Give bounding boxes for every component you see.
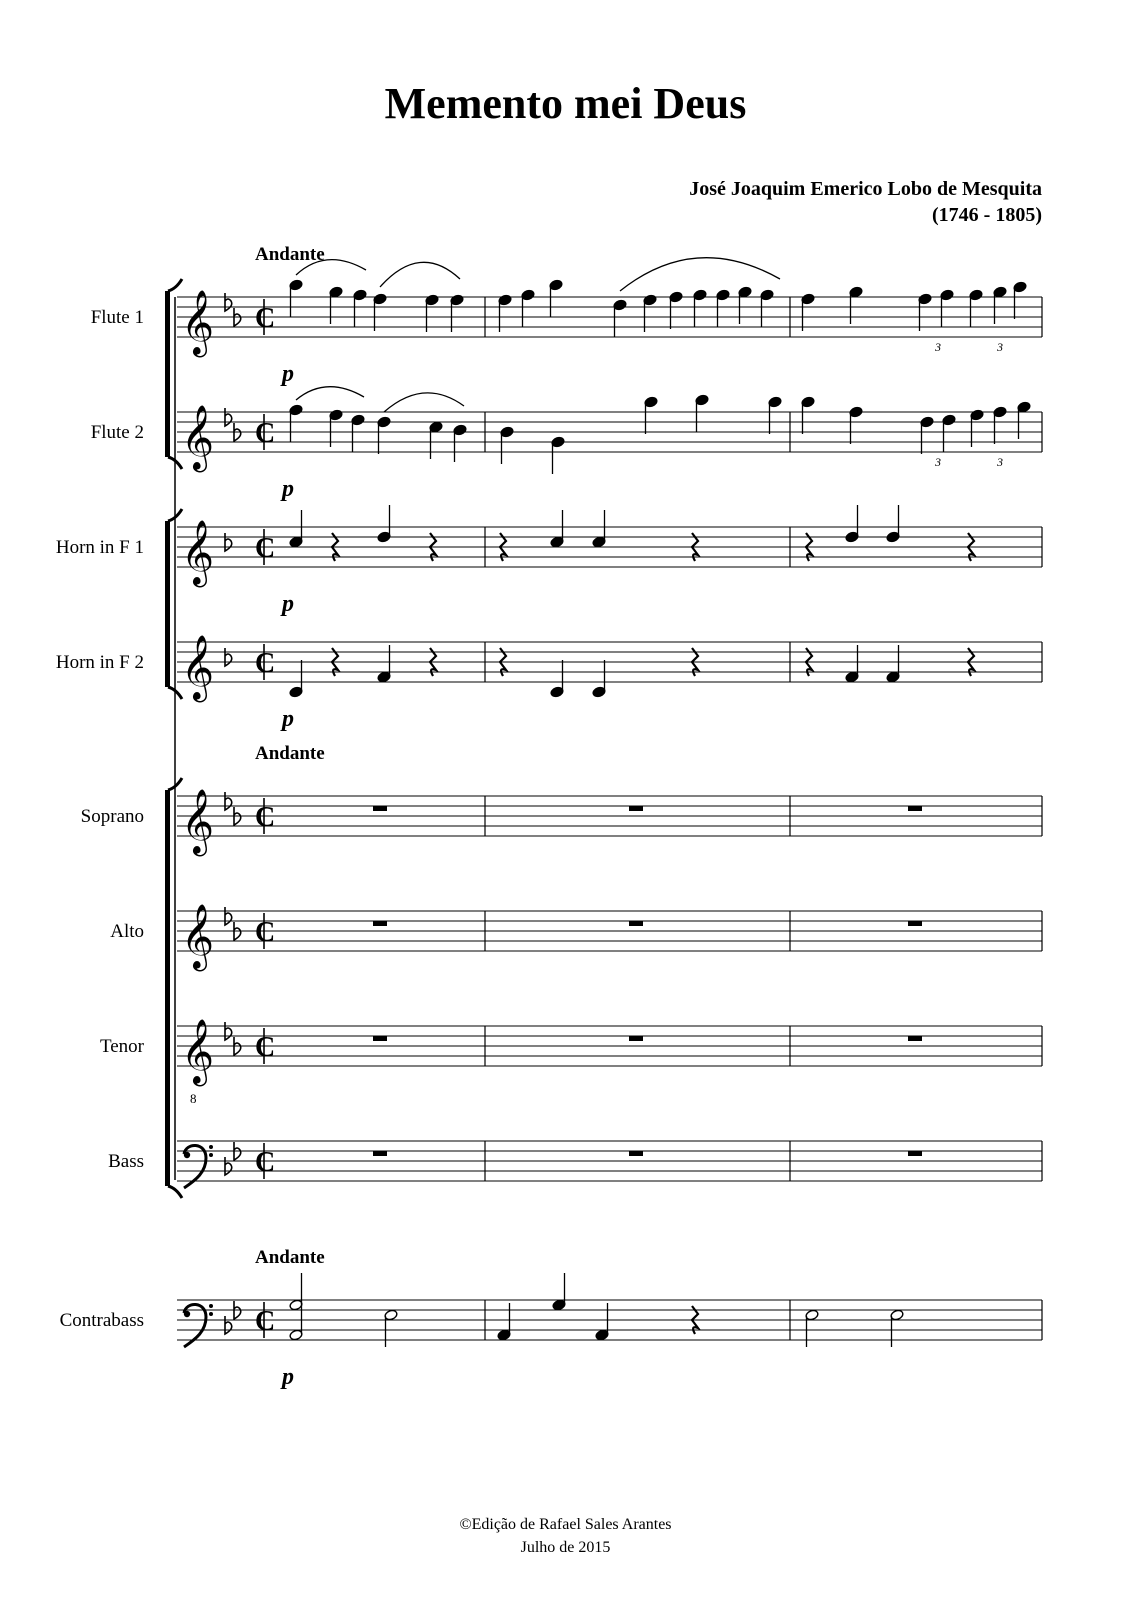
flat-icon bbox=[225, 408, 232, 426]
tempo-marking: Andante bbox=[255, 743, 325, 764]
whole-rest-icon bbox=[908, 921, 922, 926]
score-title: Memento mei Deus bbox=[384, 79, 747, 128]
whole-rest-icon bbox=[629, 1036, 643, 1041]
bracket-choir bbox=[165, 778, 182, 1198]
composer-dates: (1746 - 1805) bbox=[932, 204, 1042, 226]
staff-flute-2 bbox=[91, 387, 1042, 502]
cut-time-icon: C bbox=[255, 418, 276, 449]
footer-date: Julho de 2015 bbox=[520, 1539, 611, 1556]
flat-icon bbox=[225, 792, 232, 810]
cut-time-icon: C bbox=[255, 303, 276, 334]
whole-rest-icon bbox=[629, 1151, 643, 1156]
treble-clef-icon: 𝄞 bbox=[181, 906, 215, 968]
tempo-marking: Andante bbox=[255, 244, 325, 265]
flat-icon bbox=[225, 293, 232, 311]
treble-clef-icon: 𝄞 bbox=[181, 522, 215, 584]
tuplet-number: 3 bbox=[935, 455, 941, 469]
staff-tenor bbox=[100, 1019, 1042, 1106]
instrument-label: Contrabass bbox=[59, 1310, 144, 1331]
cut-time-icon: C bbox=[255, 917, 276, 948]
staff-horn-1 bbox=[56, 505, 1042, 617]
footer bbox=[0, 1513, 1131, 1559]
tempo-marking: Andante bbox=[255, 1247, 325, 1268]
flat-icon bbox=[225, 1022, 232, 1040]
whole-rest-icon bbox=[908, 806, 922, 811]
instrument-label: Bass bbox=[108, 1151, 144, 1172]
cut-time-icon: C bbox=[255, 1147, 276, 1178]
instrument-label: Horn in F 1 bbox=[55, 537, 144, 558]
staff-alto bbox=[110, 904, 1042, 971]
tuplet-number: 3 bbox=[997, 455, 1003, 469]
treble-clef-icon: 𝄞 bbox=[181, 407, 215, 469]
whole-rest-icon bbox=[629, 921, 643, 926]
flat-icon bbox=[225, 907, 232, 925]
whole-rest-icon bbox=[629, 806, 643, 811]
tuplet-number: 3 bbox=[997, 340, 1003, 354]
instrument-label: Flute 1 bbox=[90, 307, 144, 328]
composer-name: José Joaquim Emerico Lobo de Mesquita bbox=[689, 178, 1042, 200]
flat-icon bbox=[225, 648, 232, 666]
treble-clef-icon: 𝄞 bbox=[181, 1021, 215, 1083]
whole-rest-icon bbox=[373, 1151, 387, 1156]
staff-soprano bbox=[81, 743, 1042, 856]
dynamic-marking: p bbox=[282, 706, 294, 732]
whole-rest-icon bbox=[373, 921, 387, 926]
footer-edition: ©Edição de Rafael Sales Arantes bbox=[459, 1516, 672, 1533]
cut-time-icon: C bbox=[255, 533, 276, 564]
whole-rest-icon bbox=[908, 1036, 922, 1041]
tuplet-number: 3 bbox=[935, 340, 941, 354]
dynamic-marking: p bbox=[282, 591, 294, 617]
flat-icon bbox=[225, 533, 232, 551]
instrument-label: Soprano bbox=[80, 806, 144, 827]
cut-time-icon: C bbox=[255, 1032, 276, 1063]
instrument-label: Alto bbox=[110, 921, 144, 942]
dynamic-marking: p bbox=[282, 361, 294, 387]
staff-contrabass bbox=[60, 1247, 1042, 1390]
flat-icon bbox=[225, 1316, 232, 1334]
staff-flute-1 bbox=[91, 244, 1042, 387]
flat-icon bbox=[225, 1157, 232, 1175]
instrument-label: Flute 2 bbox=[90, 422, 144, 443]
octave-marker: 8 bbox=[190, 1091, 197, 1106]
slur bbox=[380, 262, 460, 287]
instrument-label: Horn in F 2 bbox=[55, 652, 144, 673]
cut-time-icon: C bbox=[255, 1306, 276, 1337]
cut-time-icon: C bbox=[255, 648, 276, 679]
instrument-label: Tenor bbox=[99, 1036, 144, 1057]
cut-time-icon: C bbox=[255, 802, 276, 833]
treble-clef-icon: 𝄞 bbox=[181, 292, 215, 354]
slur bbox=[296, 387, 364, 400]
dynamic-marking: p bbox=[282, 1364, 294, 1390]
treble-clef-icon: 𝄞 bbox=[181, 791, 215, 853]
slur bbox=[620, 258, 780, 291]
whole-rest-icon bbox=[908, 1151, 922, 1156]
staff-bass bbox=[108, 1141, 1042, 1188]
slur bbox=[384, 393, 464, 412]
whole-rest-icon bbox=[373, 1036, 387, 1041]
whole-rest-icon bbox=[373, 806, 387, 811]
dynamic-marking: p bbox=[282, 476, 294, 502]
staff-horn-2 bbox=[56, 635, 1042, 732]
treble-clef-icon: 𝄞 bbox=[181, 637, 215, 699]
